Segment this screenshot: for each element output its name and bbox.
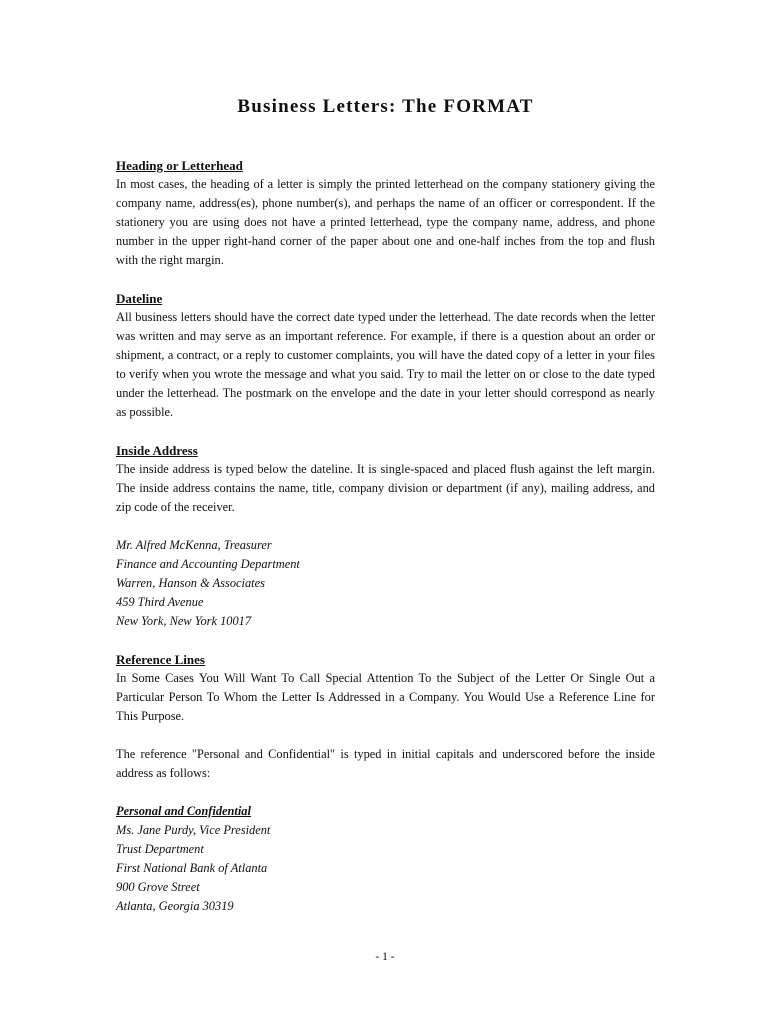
section-heading: Heading or Letterhead	[116, 158, 243, 173]
address-line: 459 Third Avenue	[116, 595, 204, 609]
address-line: Mr. Alfred McKenna, Treasurer	[116, 538, 272, 552]
address-line: Atlanta, Georgia 30319	[116, 899, 234, 913]
section-reference-lines	[116, 650, 655, 726]
address-line: Trust Department	[116, 842, 204, 856]
document-title: Business Letters: The FORMAT	[237, 96, 534, 117]
section-paragraph: All business letters should have the correct date typed under the letterhead. The date records when the letter was written and may serve as an important reference. For example, if there is a question about an order or shipment, a contract, or a reply to customer complaints, you will have the dated copy of a letter in your files to verify when you wrote the message and what you said. Try to mail the letter on or close to the date typed under the letterhead. The postmark on the envelope and the date in your letter should correspond as nearly as possible.	[116, 310, 655, 419]
section-heading: Reference Lines	[116, 652, 205, 667]
address-line: Warren, Hanson & Associates	[116, 576, 265, 590]
section-paragraph: The reference "Personal and Confidential" is typed in initial capitals and underscored before the inside address as follows:	[116, 747, 655, 780]
section-dateline	[116, 289, 655, 422]
example-inside-address	[116, 536, 655, 631]
section-heading-or-letterhead	[116, 156, 655, 270]
section-heading: Dateline	[116, 291, 163, 306]
page-number: - 1 -	[375, 951, 395, 963]
address-line: New York, New York 10017	[116, 614, 252, 628]
section-paragraph: In Some Cases You Will Want To Call Special Attention To the Subject of the Letter Or Single Out a Particular Person To Whom the Letter Is Addressed in a Company. You Would Use a Reference Line for This Purpose.	[116, 671, 655, 723]
section-heading: Inside Address	[116, 443, 198, 458]
address-line: 900 Grove Street	[116, 880, 200, 894]
address-line: Ms. Jane Purdy, Vice President	[116, 823, 271, 837]
section-paragraph: In most cases, the heading of a letter is simply the printed letterhead on the company stationery giving the company name, address(es), phone number(s), and perhaps the name of an officer or correspondent. If the stationery you are using does not have a printed letterhead, type the company name, address, and phone number in the upper right-hand corner of the paper about one and one-half inches from the top and flush with the right margin.	[116, 177, 655, 267]
section-reference-note	[116, 745, 655, 783]
reference-line: Personal and Confidential	[116, 804, 251, 818]
section-inside-address	[116, 441, 655, 517]
address-line: Finance and Accounting Department	[116, 557, 300, 571]
address-line: First National Bank of Atlanta	[116, 861, 268, 875]
document-page	[116, 94, 655, 935]
section-paragraph: The inside address is typed below the dateline. It is single-spaced and placed flush against the left margin. The inside address contains the name, title, company division or department (if any), mailing address, and zip code of the receiver.	[116, 462, 655, 514]
example-reference-address	[116, 802, 655, 916]
